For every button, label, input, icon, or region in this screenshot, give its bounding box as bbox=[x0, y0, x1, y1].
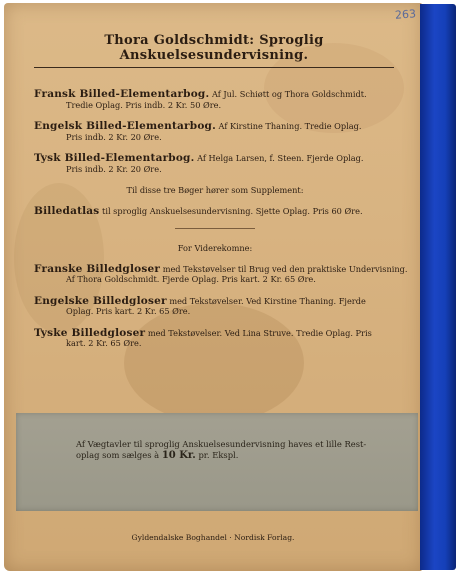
glossary-entry-french bbox=[34, 262, 408, 285]
book-authors: Af Jul. Schiøtt og Thora Goldschmidt. bbox=[211, 89, 367, 99]
book-authors: Af Kirstine Thaning. Tredie Oplag. bbox=[218, 121, 362, 131]
glossary-details: med Tekstøvelser. Ved Lina Struve. Tredie Oplag. Pris bbox=[147, 327, 372, 338]
glossary-details-2: Oplag. Pris kart. 2 Kr. 65 Øre. bbox=[66, 306, 191, 316]
advanced-note: For Viderekomne: bbox=[177, 243, 253, 253]
book-details: Tredie Oplag. Pris indb. 2 Kr. 50 Øre. bbox=[66, 99, 222, 110]
glossary-details-2: kart. 2 Kr. 65 Øre. bbox=[66, 338, 142, 348]
publisher-footer: Gyldendalske Boghandel · Nordisk Forlag. bbox=[131, 533, 295, 542]
atlas-title: Billedatlas bbox=[34, 204, 100, 217]
notice-line-2-start: oplag som sælges à bbox=[76, 450, 160, 460]
notice-line-2-end: pr. Ekspl. bbox=[198, 450, 239, 460]
notice-price: 10 Kr. bbox=[161, 450, 196, 461]
glossary-details: med Tekstøvelser. Ved Kirstine Thaning. Fjerde bbox=[169, 295, 366, 306]
glossary-details-2: Af Thora Goldschmidt. Fjerde Oplag. Pris kart. 2 Kr. 65 Øre. bbox=[66, 274, 316, 284]
book-title: Engelsk Billed-Elementarbog. bbox=[34, 120, 216, 132]
book-entry-french bbox=[34, 89, 396, 110]
supplement-note: Til disse tre Bøger hører som Supplement: bbox=[126, 185, 304, 195]
glossary-title: Tyske Billedgloser bbox=[34, 326, 146, 339]
glossary-title: Engelske Billedgloser bbox=[34, 294, 167, 307]
paper-cover bbox=[4, 3, 422, 571]
glossary-title: Franske Billedgloser bbox=[34, 262, 161, 275]
glossary-entry-english bbox=[34, 296, 396, 317]
book-details: Pris indb. 2 Kr. 20 Øre. bbox=[66, 163, 162, 174]
book-details: Pris indb. 2 Kr. 20 Øre. bbox=[66, 131, 162, 142]
handwritten-number: 263 bbox=[394, 7, 417, 22]
glossary-details: med Tekstøvelser til Brug ved den praktiske Undervisning. bbox=[162, 263, 408, 274]
book-entry-english bbox=[34, 121, 396, 142]
section-divider bbox=[175, 228, 255, 229]
book-title: Fransk Billed-Elementarbog. bbox=[34, 88, 210, 100]
atlas-details: til sproglig Anskuelsesundervisning. Sjette Oplag. Pris 60 Øre. bbox=[102, 205, 363, 216]
notice-line-2 bbox=[76, 450, 396, 461]
header-title: Thora Goldschmidt: Sproglig Anskuelsesundervisning. bbox=[104, 33, 324, 63]
notice-line-1: Af Vægtavler til sproglig Anskuelsesundervisning haves et lille Rest- bbox=[76, 439, 367, 449]
book-title: Tysk Billed-Elementarbog. bbox=[34, 152, 195, 164]
notice-text bbox=[76, 439, 396, 461]
book-entry-german bbox=[34, 153, 396, 174]
atlas-entry bbox=[34, 206, 396, 217]
header-rule bbox=[34, 67, 394, 68]
glossary-entry-german bbox=[34, 328, 396, 349]
book-authors: Af Helga Larsen, f. Steen. Fjerde Oplag. bbox=[197, 153, 364, 163]
blue-spine bbox=[420, 4, 456, 570]
book-list bbox=[34, 88, 408, 360]
remaining-stock-notice bbox=[16, 413, 418, 511]
